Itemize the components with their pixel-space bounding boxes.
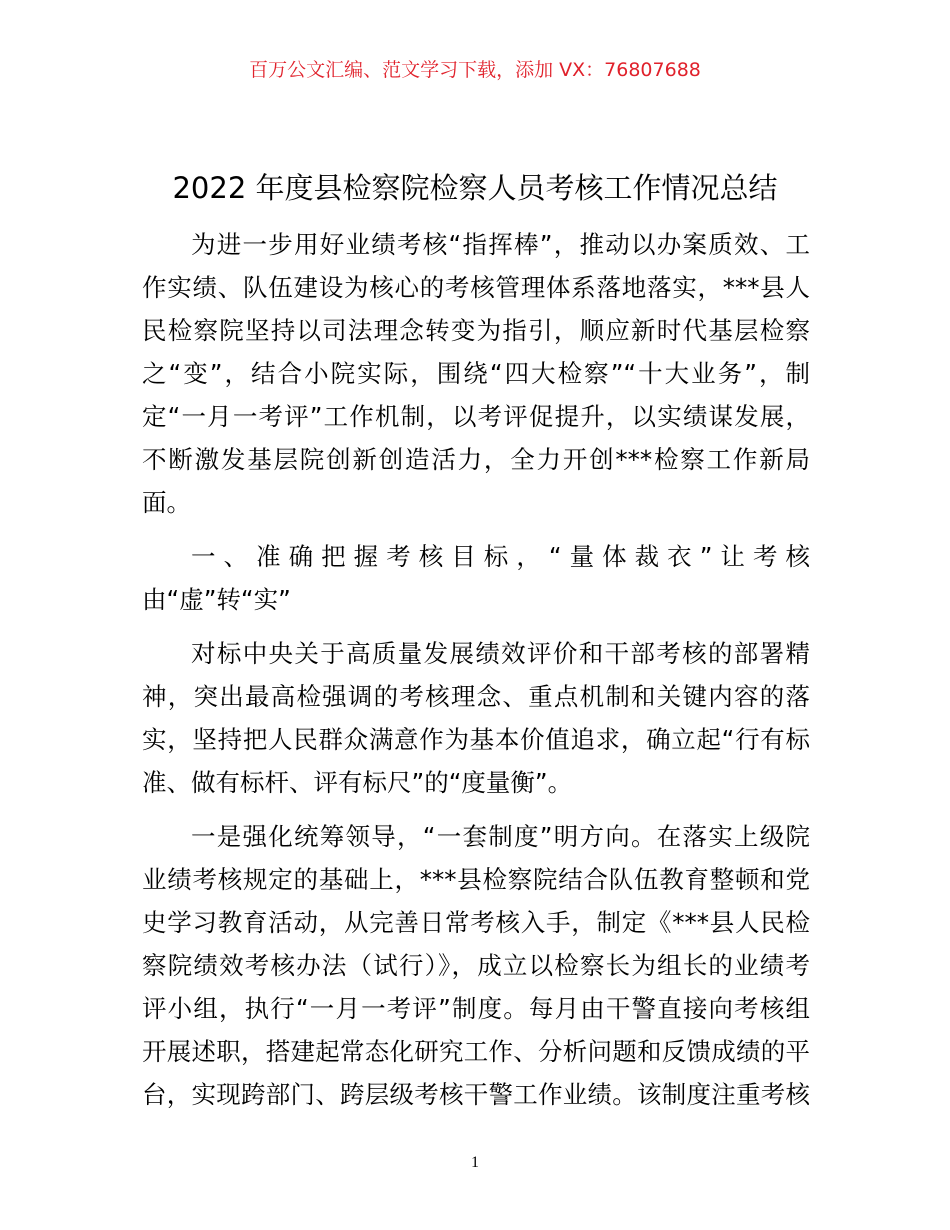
text-line: 不断激发基层院创新创造活力，全力开创***检察工作新局 (142, 445, 810, 474)
document-body (142, 223, 810, 1127)
paragraph (142, 632, 810, 804)
text-line: 业绩考核规定的基础上，***县检察院结合队伍教育整顿和党 (142, 865, 810, 894)
text-line: 开展述职，搭建起常态化研究工作、分析问题和反馈成绩的平 (142, 1037, 810, 1066)
text-line: 一、准确把握考核目标，“量体裁衣”让考核 (191, 542, 810, 571)
paragraph (142, 535, 810, 621)
watermark-banner: 百万公文汇编、范文学习下载，添加 VX：76807688 (249, 59, 701, 81)
text-line: 察院绩效考核办法（试行）》，成立以检察长为组长的业绩考 (142, 951, 810, 980)
text-line: 神，突出最高检强调的考核理念、重点机制和关键内容的落 (142, 682, 810, 711)
paragraph (142, 223, 810, 524)
text-line: 台，实现跨部门、跨层级考核干警工作业绩。该制度注重考核 (142, 1080, 810, 1109)
text-line: 史学习教育活动，从完善日常考核入手，制定《***县人民检 (142, 908, 810, 937)
text-line: 定“一月一考评”工作机制，以考评促提升，以实绩谋发展， (142, 402, 810, 431)
text-line: 作实绩、队伍建设为核心的考核管理体系落地落实，***县人 (142, 273, 810, 302)
text-line: 对标中央关于高质量发展绩效评价和干部考核的部署精 (191, 639, 810, 668)
text-line: 准、做有标杆、评有标尺”的“度量衡”。 (142, 768, 573, 797)
text-line: 为进一步用好业绩考核“指挥棒”，推动以办案质效、工 (191, 230, 810, 259)
text-line: 评小组，执行“一月一考评”制度。每月由干警直接向考核组 (142, 994, 810, 1023)
text-line: 实，坚持把人民群众满意作为基本价值追求，确立起“行有标 (142, 725, 810, 754)
page-number: 1 (471, 1154, 479, 1171)
text-line: 民检察院坚持以司法理念转变为指引，顺应新时代基层检察 (142, 316, 810, 345)
text-line: 由“虚”转“实” (142, 585, 291, 614)
paragraph (142, 815, 810, 1116)
text-line: 一是强化统筹领导，“一套制度”明方向。在落实上级院 (191, 822, 810, 851)
text-line: 面。 (142, 488, 191, 517)
text-line: 之“变”，结合小院实际，围绕“四大检察”“十大业务”，制 (142, 359, 810, 388)
document-title: 2022 年度县检察院检察人员考核工作情况总结 (172, 171, 778, 205)
